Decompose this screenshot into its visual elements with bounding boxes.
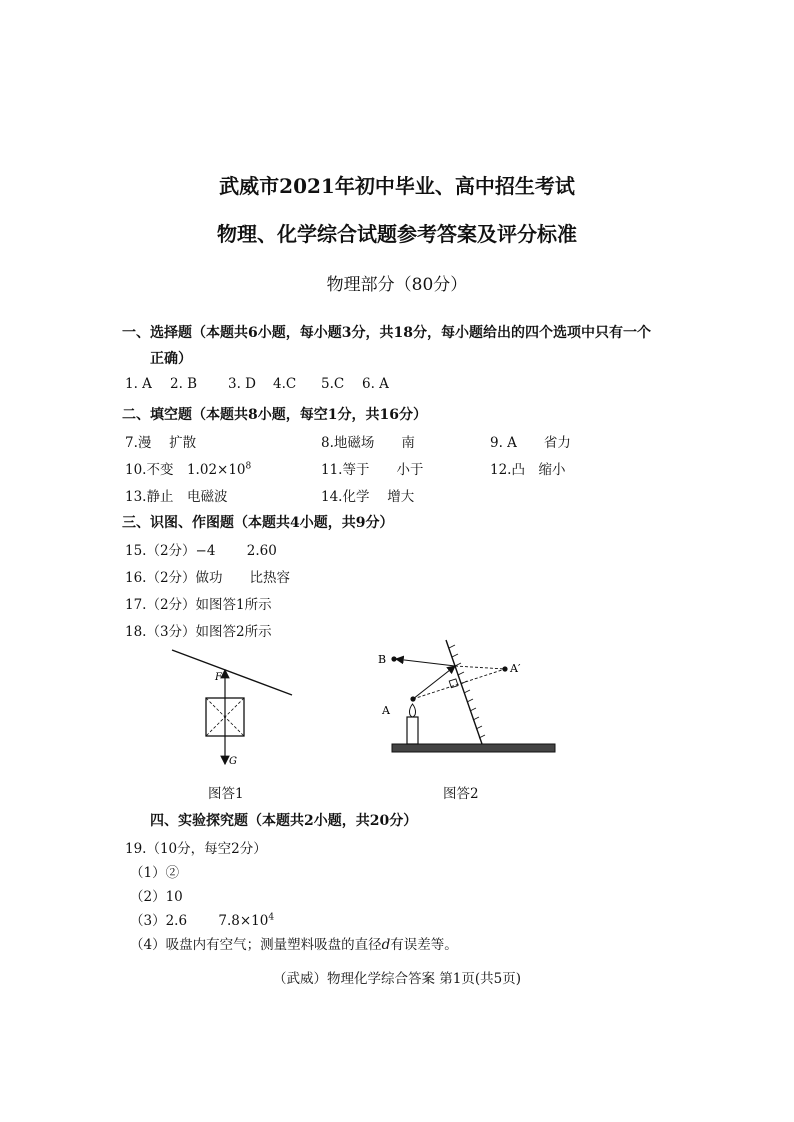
answer-2: 2. B [170,376,198,392]
section1-heading-cont: 正确） [150,351,192,367]
incline-line [172,650,292,695]
answer-19-3 [130,909,274,929]
answer-19-4 [130,933,458,953]
reflected-ray [396,659,455,666]
figure1-caption: 图答1 [208,786,244,802]
answer-10-text: 10.不变 1.02×10 [125,462,246,478]
answer-19-4-text: （4）吸盘内有空气；测量塑料吸盘的直径 [130,937,382,953]
document-subtitle: 物理部分（80分） [326,275,468,295]
label-f: F [215,672,222,683]
answer-5: 5.C [321,376,345,392]
label-b: B [378,653,387,666]
answer-4: 4.C [273,376,297,392]
answer-8: 8.地磁场 南 [321,435,415,451]
answer-15: 15.（2分）−4 2.60 [125,543,277,559]
answer-9: 9. A 省力 [490,435,571,451]
document-title-line2: 物理、化学综合试题参考答案及评分标准 [217,222,577,246]
answer-6: 6. A [362,376,389,392]
point-b [391,656,396,661]
answer-3: 3. D [228,376,256,392]
section1-heading: 一、选择题（本题共6小题，每小题3分，共18分，每小题给出的四个选项中只有一个 [122,325,651,341]
answer-19-3-text: （3）2.6 7.8×10 [130,913,269,929]
extension-dashed [455,666,505,669]
answer-10 [125,458,251,478]
section2-heading: 二、填空题（本题共8小题，每空1分，共16分） [122,407,427,423]
incident-ray [413,666,455,699]
right-angle-mark [449,679,458,688]
answer-19-1: （1）② [130,865,180,881]
label-a-prime: A′ [510,662,521,675]
answer-10-exponent: 8 [245,461,252,472]
candle [407,717,418,744]
label-a: A [382,704,390,717]
answer-11: 11.等于 小于 [321,462,424,478]
answer-14: 14.化学 增大 [321,489,415,505]
figure2-diagram [370,630,565,760]
table-surface [392,744,555,752]
answer-19-4-suffix: 有误差等。 [390,937,458,953]
answer-19-4-variable: d [381,937,391,953]
answer-19-2: （2）10 [130,889,183,905]
mirror-hatching [449,645,485,738]
figure2-caption: 图答2 [443,786,479,802]
answer-13: 13.静止 电磁波 [125,489,228,505]
perpendicular-dashed [413,669,505,699]
answer-18: 18.（3分）如图答2所示 [125,624,272,640]
answer-16: 16.（2分）做功 比热容 [125,570,291,586]
answer-1: 1. A [125,376,152,392]
answer-17: 17.（2分）如图答1所示 [125,597,272,613]
candle-flame [409,704,415,717]
label-g: G [229,756,237,767]
section4-heading: 四、实验探究题（本题共2小题，共20分） [150,813,418,829]
answer-12: 12.凸 缩小 [490,462,566,478]
answer-19: 19.（10分，每空2分） [125,841,267,857]
page-footer: （武威）物理化学综合答案 第1页(共5页) [272,971,521,987]
document-title-line1: 武威市2021年初中毕业、高中招生考试 [219,174,575,198]
answer-7: 7.漫 扩散 [125,435,197,451]
section3-heading: 三、识图、作图题（本题共4小题，共9分） [122,515,394,531]
answer-19-3-exponent: 4 [268,912,275,923]
figure1-diagram [160,640,310,775]
